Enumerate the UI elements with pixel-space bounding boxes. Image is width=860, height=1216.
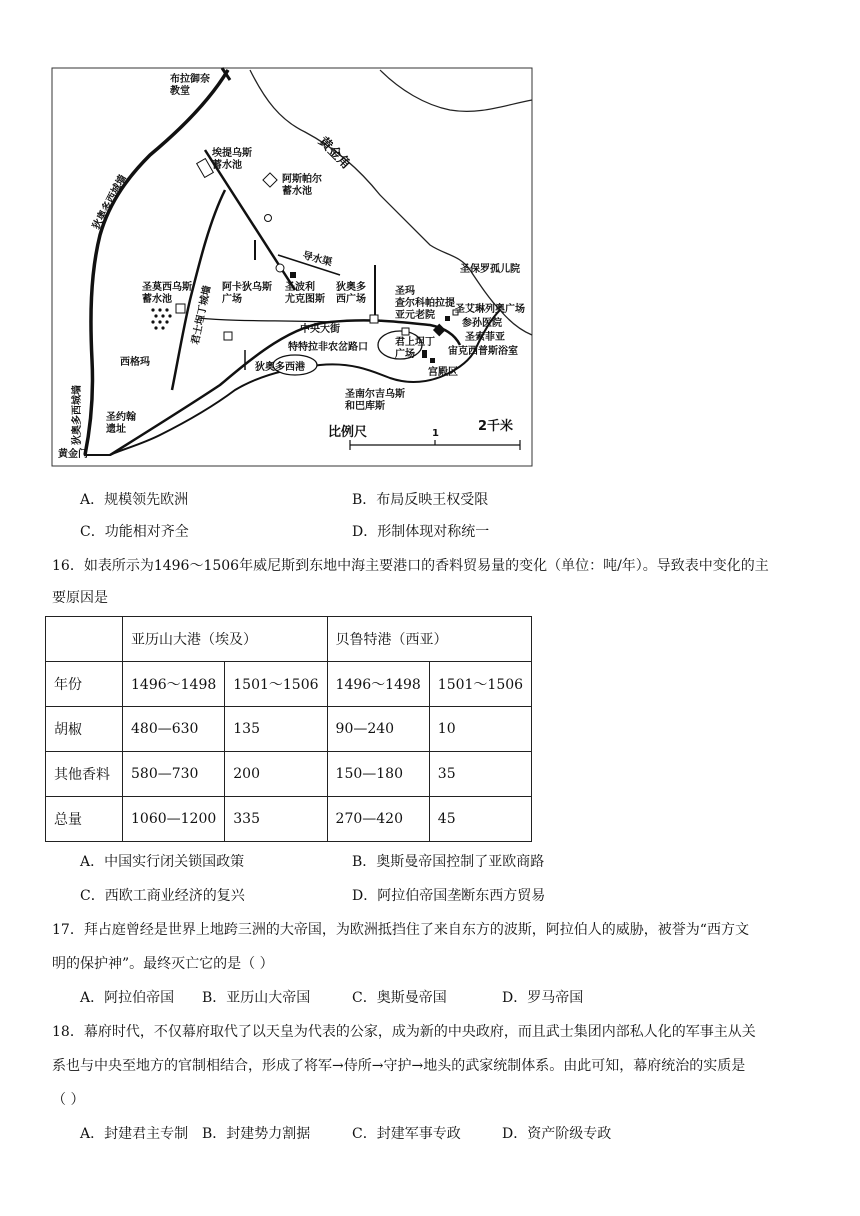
- option-letter: C．: [80, 888, 105, 904]
- option-text: 资产阶级专政: [527, 1126, 612, 1142]
- label-scale: 比例尺: [328, 425, 368, 440]
- map-label-line: 狄奥多: [336, 282, 366, 293]
- map-label-line: 查尔科帕拉提: [395, 298, 455, 309]
- map-label-line: 广场: [395, 349, 415, 360]
- aspar-cistern-marker: [263, 173, 277, 187]
- label-orphanage: 圣保罗孤儿院: [460, 264, 520, 275]
- label-church: [169, 72, 210, 97]
- table-cell: 1501～1506: [225, 662, 327, 707]
- option-text: 封建势力割据: [226, 1126, 311, 1142]
- scale-bar: [350, 440, 520, 450]
- option-text: 中国实行闭关锁国政策: [104, 854, 245, 870]
- q16-option-d[interactable]: [352, 886, 545, 906]
- mese-branch: [198, 318, 330, 322]
- option-letter: C．: [352, 990, 377, 1006]
- q18-option-a[interactable]: [80, 1124, 188, 1144]
- label-sergius: [345, 387, 405, 412]
- label-studios: [106, 410, 136, 435]
- label-sophia: 圣索菲亚: [465, 332, 505, 343]
- map-label-line: 圣约翰: [106, 412, 136, 423]
- label-augustaion: [395, 335, 435, 360]
- option-letter: B．: [202, 990, 227, 1006]
- table-cell: 年份: [46, 662, 123, 707]
- label-senate: [395, 284, 455, 321]
- q15-option-d[interactable]: [352, 522, 489, 542]
- map-label-line: 西广场: [336, 294, 366, 305]
- forum-marker: [370, 315, 378, 323]
- q15-option-a[interactable]: [80, 490, 188, 510]
- q17-option-c[interactable]: [352, 988, 447, 1008]
- label-mocius-cistern: [142, 280, 192, 305]
- map-label-line: 广场: [222, 294, 242, 305]
- q17-option-b[interactable]: [202, 988, 310, 1008]
- table-cell: 1496～1498: [123, 662, 225, 707]
- table-cell: 1060—1200: [123, 797, 225, 842]
- forum-marker-west: [224, 332, 232, 340]
- label-theodosius-forum: [336, 280, 366, 305]
- option-letter: D．: [352, 524, 378, 540]
- option-letter: D．: [502, 1126, 528, 1142]
- label-zeuxippus: 宙克西普斯浴室: [448, 346, 518, 357]
- map-label-line: 圣莫西乌斯: [142, 282, 192, 293]
- option-letter: A．: [80, 990, 105, 1006]
- table-cell: 335: [225, 797, 327, 842]
- map-label-line: 阿斯帕尔: [282, 174, 322, 185]
- table-header-alexandria: 亚历山大港（埃及）: [123, 617, 328, 662]
- label-golden-gate: 黄金门: [58, 449, 88, 460]
- map-label-line: 教堂: [170, 86, 190, 97]
- table-cell: 45: [429, 797, 531, 842]
- option-text: 封建军事专政: [376, 1126, 461, 1142]
- table-cell: 10: [429, 707, 531, 752]
- label-constantine-wall: 君士坦丁城墙: [190, 284, 214, 346]
- label-sampson: 参孙医院: [462, 318, 502, 329]
- option-text: 阿拉伯帝国垄断东西方贸易: [377, 888, 546, 904]
- label-theodosian-harbor: 狄奥多西港: [255, 362, 305, 373]
- label-theodosian-wall-south: 狄奥多西城墙: [72, 385, 83, 445]
- table-row: [46, 662, 532, 707]
- q18-option-b[interactable]: [202, 1124, 310, 1144]
- table-cell: 35: [429, 752, 531, 797]
- option-text: 形制体现对称统一: [377, 524, 490, 540]
- option-text: 规模领先欧洲: [104, 492, 189, 508]
- option-text: 亚历山大帝国: [226, 990, 311, 1006]
- label-xerolophos: 西格玛: [120, 357, 150, 368]
- q16-option-c[interactable]: [80, 886, 245, 906]
- palace-marker-2: [430, 358, 435, 363]
- q18-option-d[interactable]: [502, 1124, 611, 1144]
- map-label-line: 布拉御奈: [170, 74, 210, 85]
- q17-option-d[interactable]: [502, 988, 583, 1008]
- label-aetius-cistern: [212, 146, 252, 171]
- q16-stem-line2: 要原因是: [52, 590, 108, 606]
- mocius-cistern-marker: [151, 308, 171, 329]
- map-label-line: 和巴库斯: [345, 401, 385, 412]
- option-letter: D．: [502, 990, 528, 1006]
- map-label-line: 阿卡狄乌斯: [222, 282, 272, 293]
- arcadius-forum-marker: [276, 264, 284, 272]
- table-row: [46, 752, 532, 797]
- table-cell: 200: [225, 752, 327, 797]
- map-label-line: 遗址: [106, 424, 126, 435]
- table-cell: 其他香料: [46, 752, 123, 797]
- table-cell: 胡椒: [46, 707, 123, 752]
- label-theodosian-wall-north: 狄奥多西城墙: [90, 173, 129, 232]
- label-scale-2: 2千米: [478, 419, 514, 434]
- q18-stem-line3: （ ）: [52, 1092, 85, 1108]
- landmark-circle-1: [265, 215, 272, 222]
- option-letter: A．: [80, 854, 105, 870]
- option-text: 西欧工商业经济的复兴: [104, 888, 245, 904]
- irene-marker: [445, 316, 450, 321]
- table-cell: 1496～1498: [327, 662, 429, 707]
- q17-stem-line1: 17．拜占庭曾经是世界上地跨三洲的大帝国，为欧洲抵挡住了来自东方的波斯，阿拉伯人的威胁，被誉为“西方文: [52, 922, 749, 938]
- option-letter: C．: [352, 1126, 377, 1142]
- map-label-line: 尤克图斯: [285, 294, 325, 305]
- q16-option-a[interactable]: [80, 852, 244, 872]
- option-text: 奥斯曼帝国控制了亚欧商路: [376, 854, 545, 870]
- option-text: 阿拉伯帝国: [104, 990, 175, 1006]
- option-letter: A．: [80, 1126, 105, 1142]
- label-polyeuktos: [285, 280, 325, 305]
- q18-stem-line1: 18．幕府时代，不仅幕府取代了以天皇为代表的公家，成为新的中央政府，而且武士集团内部私人化的军事主从关: [52, 1024, 756, 1040]
- table-cell: 135: [225, 707, 327, 752]
- map-label-line: 圣南尔吉乌斯: [345, 389, 405, 400]
- q18-option-c[interactable]: [352, 1124, 461, 1144]
- label-arcadius-forum: [222, 280, 272, 305]
- table-cell: 580—730: [123, 752, 225, 797]
- senate-marker: [402, 328, 409, 335]
- map-label-line: 亚元老院: [395, 310, 435, 321]
- theodosian-wall: [85, 70, 228, 455]
- q15-option-c[interactable]: [80, 522, 189, 542]
- mocius-square-marker: [176, 304, 185, 313]
- map-label-line: 蓄水池: [212, 160, 242, 171]
- label-golden-horn: 黄金角: [315, 134, 354, 173]
- label-scale-1: 1: [432, 428, 439, 439]
- map-label-line: 蓄水池: [282, 186, 312, 197]
- option-text: 封建君主专制: [104, 1126, 189, 1142]
- map-label-line: 君上坦丁: [395, 337, 435, 348]
- constantinople-map: [50, 60, 536, 470]
- table-cell: [46, 617, 123, 662]
- spice-trade-table: [45, 616, 532, 842]
- north-shore: [380, 70, 532, 111]
- option-text: 功能相对齐全: [104, 524, 189, 540]
- map-label-line: 圣波利: [285, 282, 315, 293]
- table-cell: 90—240: [327, 707, 429, 752]
- option-letter: B．: [352, 854, 377, 870]
- polyeuktos-marker: [290, 272, 296, 278]
- table-cell: 480—630: [123, 707, 225, 752]
- table-row: [46, 707, 532, 752]
- label-palace: 宫殿区: [428, 367, 458, 378]
- option-letter: A．: [80, 492, 105, 508]
- q17-option-a[interactable]: [80, 988, 174, 1008]
- map-label-line: 埃提乌斯: [212, 148, 252, 159]
- label-mese: 中央大街: [300, 324, 340, 335]
- q17-stem-line2: 明的保护神”。最终灭亡它的是（ ）: [52, 956, 274, 972]
- aetius-cistern-marker: [197, 159, 214, 178]
- map-label-line: 圣玛: [395, 286, 415, 297]
- option-letter: B．: [202, 1126, 227, 1142]
- option-text: 罗马帝国: [527, 990, 584, 1006]
- label-aqueduct: 导水渠: [301, 250, 334, 269]
- q18-stem-line2: 系也与中央至地方的官制相结合，形成了将军→侍所→守护→地头的武家统制体系。由此可知，幕府统治的实质是: [52, 1058, 746, 1074]
- table-cell: 总量: [46, 797, 123, 842]
- table-cell: 150—180: [327, 752, 429, 797]
- table-header-row: [46, 617, 532, 662]
- label-aspar-cistern: [282, 172, 322, 197]
- label-philadelphion: 特特拉非农岔路口: [288, 342, 368, 353]
- map-label-line: 蓄水池: [142, 294, 172, 305]
- palace-marker-1: [422, 350, 427, 358]
- option-letter: B．: [352, 492, 377, 508]
- city-outline: [85, 70, 500, 455]
- table-row: [46, 797, 532, 842]
- table-header-beirut: 贝鲁特港（西亚）: [327, 617, 532, 662]
- option-letter: D．: [352, 888, 378, 904]
- option-text: 奥斯曼帝国: [376, 990, 447, 1006]
- table-cell: 1501～1506: [429, 662, 531, 707]
- q16-stem-line1: 16．如表所示为1496～1506年威尼斯到东地中海主要港口的香料贸易量的变化（单位：吨/年）。导致表中变化的主: [52, 558, 769, 574]
- q16-option-b[interactable]: [352, 852, 544, 872]
- table-cell: 270—420: [327, 797, 429, 842]
- option-letter: C．: [80, 524, 105, 540]
- option-text: 布局反映王权受限: [376, 492, 489, 508]
- label-st-irene: 圣艾琳列奥广场: [455, 304, 525, 315]
- q15-option-b[interactable]: [352, 490, 488, 510]
